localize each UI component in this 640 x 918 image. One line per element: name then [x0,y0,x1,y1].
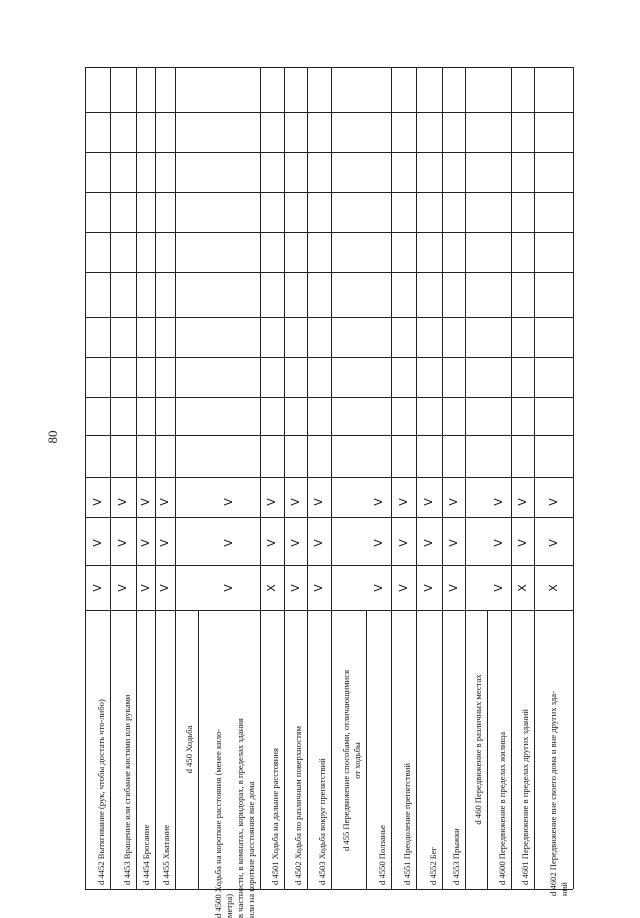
row-label: d 4552 Бег [428,846,438,885]
grid-line [85,232,573,233]
row-mark: V [116,584,129,592]
grid-line [331,67,332,889]
row-label: d 4455 Хватание [161,824,171,885]
row-mark: V [312,584,325,592]
row-mark: V [288,584,302,592]
grid-line [85,397,573,398]
row-mark: V [158,498,171,506]
grid-line [85,192,573,193]
grid-line [85,152,573,153]
row-label: d 4453 Вращение или сгибание кистями или руками [122,694,132,885]
row-mark: V [515,539,529,547]
assessment-table [85,67,573,918]
row-label: d 4454 Бросание [141,824,151,885]
row-mark: X [546,584,560,592]
row-mark: V [222,584,235,592]
grid-line [85,477,573,478]
row-mark: V [222,498,235,506]
row-mark: V [515,498,529,506]
grid-line [260,67,261,889]
row-mark: X [515,584,529,592]
grid-line [85,317,573,318]
grid-line [511,67,512,889]
row-mark: V [492,539,505,547]
row-mark: V [396,498,410,506]
row-mark: V [492,584,505,592]
grid-line [85,357,573,358]
row-mark: V [546,498,560,506]
grid-line [85,112,573,113]
row-label: d 4502 Ходьба по различным поверхностям [293,725,303,885]
row-mark: V [265,539,278,547]
row-mark: V [90,539,104,547]
grid-line [487,610,488,889]
row-label: d 4601 Передвижение в пределах других зданий [520,709,530,885]
row-mark: V [492,498,505,506]
row-mark: V [158,584,171,592]
row-mark: V [446,539,460,547]
page-number: 80 [45,430,60,444]
grid-line [85,565,573,566]
row-mark: V [312,539,325,547]
grid-line [155,67,156,889]
grid-line [442,67,443,889]
row-mark: V [396,539,410,547]
row-mark: V [138,584,152,592]
row-mark: V [546,539,560,547]
row-mark: V [371,539,385,547]
grid-line [198,610,199,889]
row-label: d 4503 Ходьба вокруг препятствий [317,758,327,885]
grid-line [534,67,535,889]
row-mark: V [422,539,435,547]
row-mark: V [138,539,152,547]
grid-line [136,67,137,889]
row-mark: V [312,498,325,506]
row-label: d 4452 Вытягивание (рук, чтобы достать что-либо) [96,699,106,885]
row-mark: V [116,539,129,547]
grid-line [284,67,285,889]
row-mark: V [422,584,435,592]
row-mark: V [446,584,460,592]
row-mark: V [158,539,171,547]
grid-line [416,67,417,889]
section-heading: d 455 Передвижение способами, отличающимися от ходьбы [341,669,362,852]
row-label: d 4553 Прыжки [451,828,461,885]
row-mark: V [371,584,385,592]
row-mark: V [288,539,302,547]
grid-line [465,67,466,889]
row-mark: V [265,498,278,506]
row-label: d 4501 Ходьба на дальние расстояния [270,748,280,885]
section-heading: d 460 Передвижение в различных местах [473,674,483,825]
row-label: d 4602 Передвижение вне своего дома и вне других зда- ний [548,691,569,896]
grid-line [175,67,176,889]
grid-line [573,67,574,889]
row-mark: V [90,498,104,506]
row-mark: V [116,498,129,506]
row-mark: V [90,584,104,592]
grid-line [85,272,573,273]
grid-line [85,517,573,518]
grid-line [85,435,573,436]
row-label: d 4500 Ходьба на короткие расстояния (менее кило- метра) в частности, в комнатах, коридорах, в пределах здания или на короткие расстояния вне дома [213,718,256,918]
grid-line [85,67,573,68]
grid-line [110,67,111,889]
row-mark: V [222,539,235,547]
grid-line [85,67,86,889]
row-label: d 4600 Передвижение в пределах жилища [497,731,507,885]
row-label: d 4551 Преодоление препятствий [402,763,412,885]
row-label: d 4550 Ползанье [377,824,387,885]
row-mark: V [396,584,410,592]
grid-line [85,610,573,611]
grid-line [366,610,367,889]
row-mark: X [265,584,278,592]
grid-line [391,67,392,889]
row-mark: V [446,498,460,506]
grid-line [307,67,308,889]
row-mark: V [371,498,385,506]
grid-line [85,889,573,890]
row-mark: V [138,498,152,506]
section-heading: d 450 Ходьба [184,725,194,774]
row-mark: V [422,498,435,506]
row-mark: V [288,498,302,506]
